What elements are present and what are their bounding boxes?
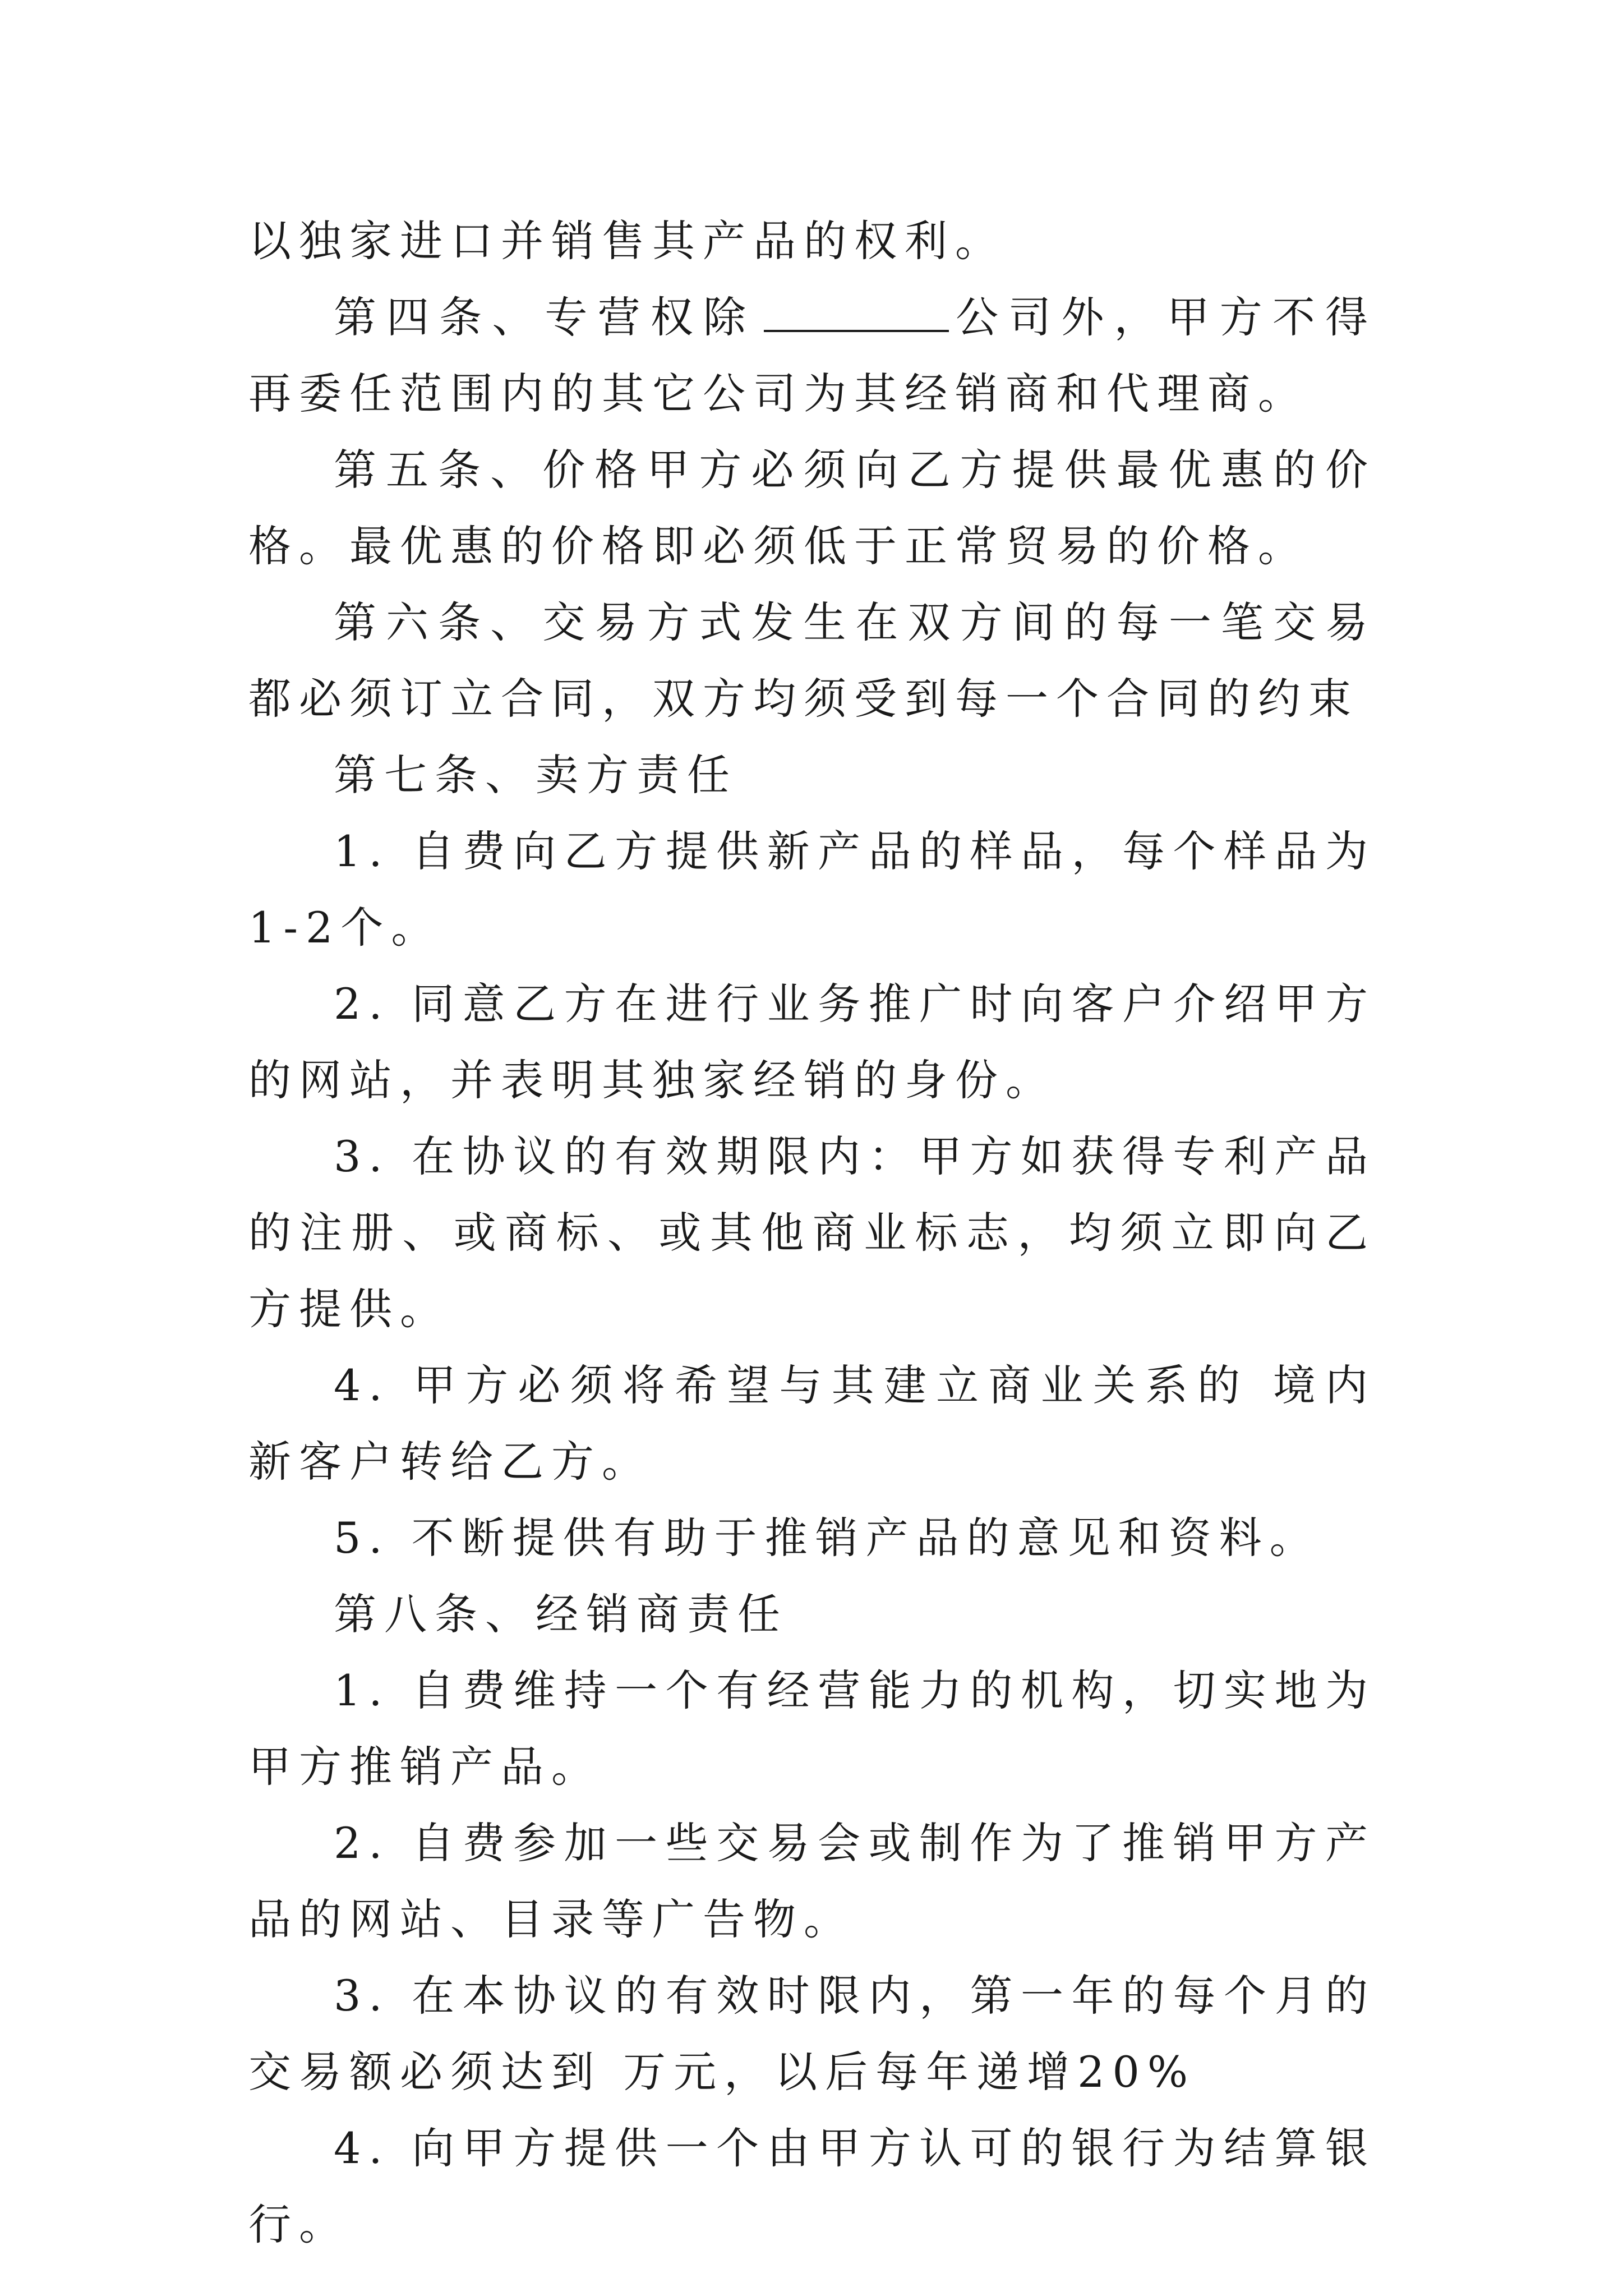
paragraph-article-8-item-3: 3. 在本协议的有效时限内，第一年的每个月的交易额必须达到 万元，以后每年递增20%	[248, 1971, 1376, 2097]
fill-in-blank	[764, 291, 949, 332]
document-body	[248, 203, 1376, 2263]
paragraph-article-8-item-2: 2. 自费参加一些交易会或制作为了推销甲方产品的网站、目录等广告物。	[248, 1818, 1376, 1944]
paragraph-article-8-heading: 第八条、经销商责任	[334, 1589, 788, 1639]
article-4-text-after: 公司外，甲方不得再委任范围内的其它公司为其经销商和代理商。	[248, 292, 1376, 418]
paragraph-article-6: 第六条、交易方式发生在双方间的每一笔交易都必须订立合同，双方均须受到每一个合同的约束	[248, 597, 1376, 724]
paragraph-article-8-item-4: 4. 向甲方提供一个由甲方认可的银行为结算银行。	[248, 2123, 1376, 2249]
paragraph-article-7-item-1: 1. 自费向乙方提供新产品的样品，每个样品为1-2个。	[248, 826, 1376, 953]
article-4-text-before: 第四条、专营权除	[334, 292, 756, 342]
paragraph-article-7-item-3: 3. 在协议的有效期限内：甲方如获得专利产品的注册、或商标、或其他商业标志，均须立即向乙方提供。	[248, 1131, 1376, 1334]
paragraph-article-5: 第五条、价格甲方必须向乙方提供最优惠的价格。最优惠的价格即必须低于正常贸易的价格。	[248, 445, 1376, 571]
paragraph-article-4	[248, 279, 1376, 432]
paragraph-article-7-item-4: 4. 甲方必须将希望与其建立商业关系的 境内新客户转给乙方。	[248, 1360, 1376, 1487]
paragraph-article-8-item-1: 1. 自费维持一个有经营能力的机构，切实地为甲方推销产品。	[248, 1665, 1376, 1792]
paragraph-article-7-heading: 第七条、卖方责任	[334, 750, 737, 800]
paragraph-continuation: 以独家进口并销售其产品的权利。	[248, 216, 1006, 266]
paragraph-article-7-item-5: 5. 不断提供有助于推销产品的意见和资料。	[334, 1513, 1320, 1563]
paragraph-article-7-item-2: 2. 同意乙方在进行业务推广时向客户介绍甲方的网站，并表明其独家经销的身份。	[248, 979, 1376, 1105]
